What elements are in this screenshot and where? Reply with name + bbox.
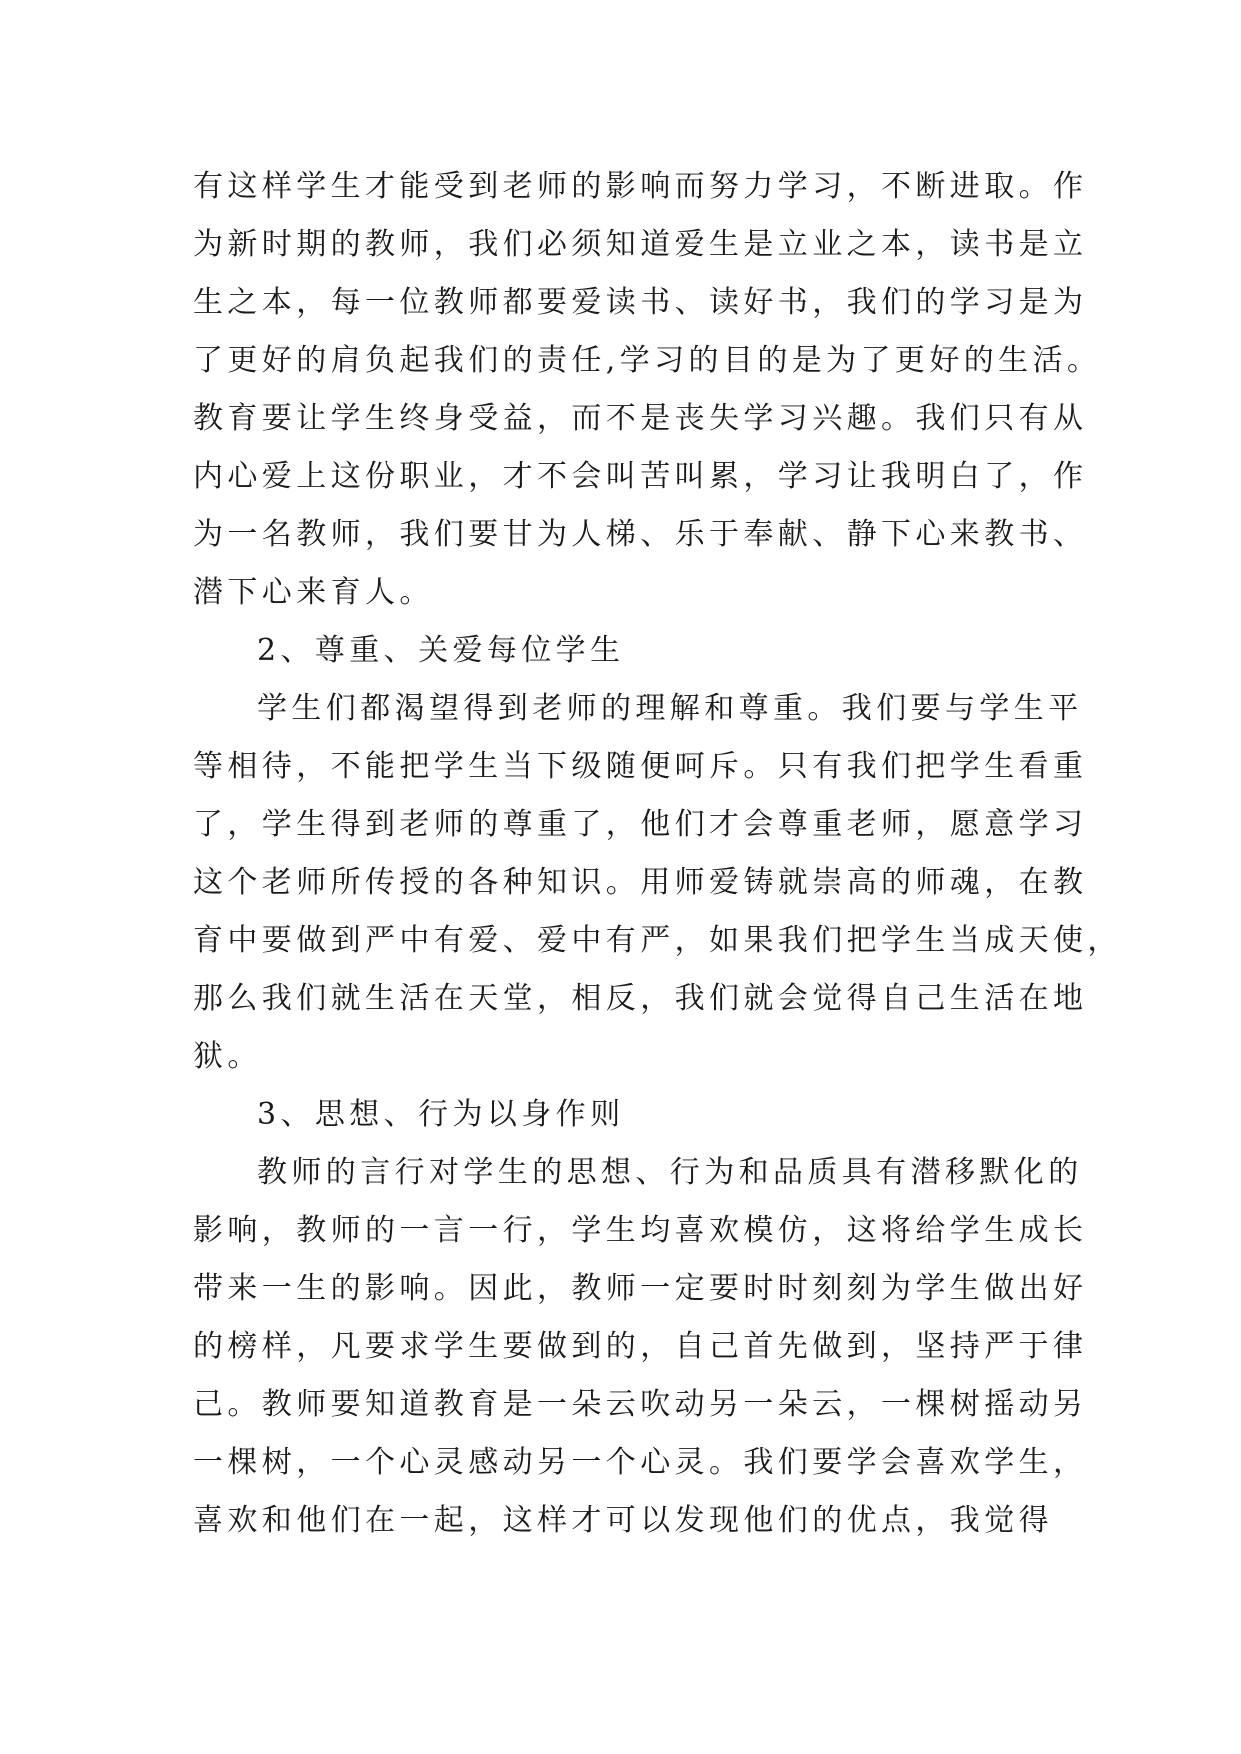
section-heading: 3、思想、行为以身作则: [257, 1097, 625, 1132]
paragraph-line: 狱。: [193, 1039, 262, 1074]
paragraph-line: 潜下心来育人。: [193, 575, 434, 610]
paragraph-line: 为一名教师，我们要甘为人梯、乐于奉献、静下心来教书、: [193, 517, 1088, 552]
paragraph-line: 带来一生的影响。因此，教师一定要时时刻刻为学生做出好: [193, 1271, 1088, 1306]
paragraph-line: 了更好的肩负起我们的责任,学习的目的是为了更好的生活。: [193, 343, 1102, 378]
paragraph-line: 的榜样，凡要求学生要做到的，自己首先做到，坚持严于律: [193, 1329, 1088, 1364]
paragraph-line: 生之本，每一位教师都要爱读书、读好书，我们的学习是为: [193, 285, 1088, 320]
paragraph-line: 为新时期的教师，我们必须知道爱生是立业之本，读书是立: [193, 227, 1088, 262]
paragraph-line: 内心爱上这份职业，才不会叫苦叫累，学习让我明白了，作: [193, 459, 1088, 494]
paragraph-line: 那么我们就生活在天堂，相反，我们就会觉得自己生活在地: [193, 981, 1088, 1016]
paragraph-line: 育中要做到严中有爱、爱中有严，如果我们把学生当成天使，: [193, 923, 1122, 958]
paragraph-line: 有这样学生才能受到老师的影响而努力学习，不断进取。作: [193, 169, 1088, 204]
paragraph-line: 教师的言行对学生的思想、行为和品质具有潜移默化的: [257, 1155, 1083, 1190]
paragraph-line: 影响，教师的一言一行，学生均喜欢模仿，这将给学生成长: [193, 1213, 1088, 1248]
paragraph-line: 喜欢和他们在一起，这样才可以发现他们的优点，我觉得: [193, 1503, 1053, 1538]
paragraph-line: 了，学生得到老师的尊重了，他们才会尊重老师，愿意学习: [193, 807, 1088, 842]
paragraph-line: 等相待，不能把学生当下级随便呵斥。只有我们把学生看重: [193, 749, 1088, 784]
document-body: [193, 158, 1122, 1550]
paragraph-line: 这个老师所传授的各种知识。用师爱铸就崇高的师魂，在教: [193, 865, 1088, 900]
paragraph-line: 一棵树，一个心灵感动另一个心灵。我们要学会喜欢学生，: [193, 1445, 1088, 1480]
paragraph-line: 学生们都渴望得到老师的理解和尊重。我们要与学生平: [257, 691, 1083, 726]
section-heading: 2、尊重、关爱每位学生: [257, 633, 625, 668]
paragraph-line: 己。教师要知道教育是一朵云吹动另一朵云，一棵树摇动另: [193, 1387, 1088, 1422]
paragraph-line: 教育要让学生终身受益，而不是丧失学习兴趣。我们只有从: [193, 401, 1088, 436]
